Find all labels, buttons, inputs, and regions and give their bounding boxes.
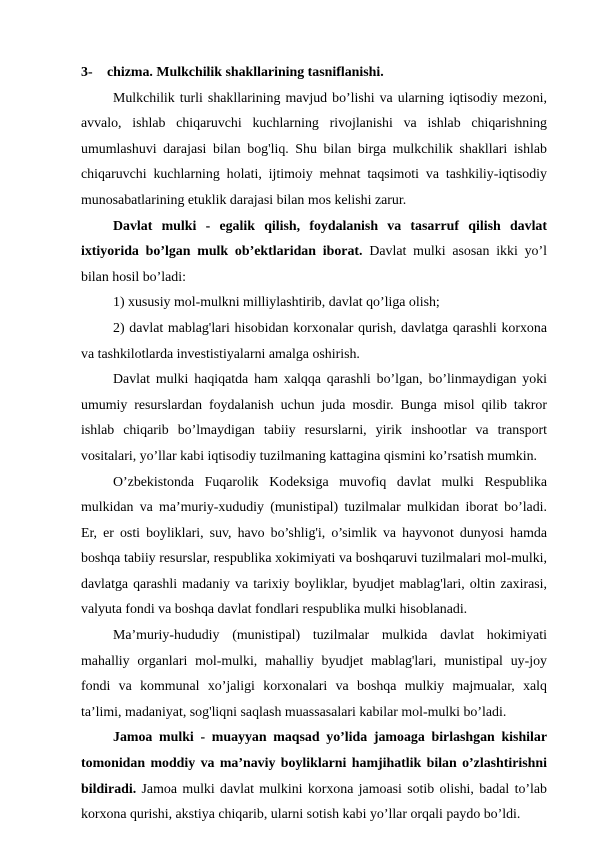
figure-caption (81, 60, 547, 86)
definition-state-property: Davlat mulki - egalik qilish, foydalanish va tasarruf qilish davlat ixtiyorida bo’lgan mulk ob’ektlaridan iborat. (81, 218, 547, 260)
document-page (81, 60, 547, 828)
figure-title: chizma. Mulkchilik shakllarining tasniflanishi. (107, 65, 384, 80)
list-item-1: 1) xususiy mol-mulkni milliylashtirib, davlat qo’liga olish; (113, 295, 440, 311)
figure-number: 3- (81, 65, 93, 80)
paragraph-collective-property (81, 725, 547, 827)
paragraph-state-property (81, 214, 547, 291)
paragraph-state-resources: Davlat mulki haqiqatda ham xalqqa qarashli bo’lgan, bo’linmaydigan yoki umumiy resurslardan foydalanish uchun juda mosdir. Bunga misol qilib takror ishlab chiqarib bo’lmaydigan tabiiy resurslarni, yirik inshootlar va transport vositalari, yo’llar kabi iqtisodiy tuzilmaning kattagina qismini ko’rsatish mumkin. (81, 372, 547, 464)
paragraph-civil-code: O’zbekistonda Fuqarolik Kodeksiga muvofiq davlat mulki Respublika mulkidan va ma’muriy-xududiy (munistipal) tuzilmalar mulkidan iborat bo’ladi. Er, er osti boyliklari, suv, havo bo’shlig'i, o’simlik va hayvonot dunyosi hamda boshqa tabiiy resurslar, respublika xokimiyati va boshqaruvi tuzilmalari mol-mulki, davlatga qarashli madaniy va tarixiy boyliklar, byudjet mablag'lari, oltin zaxirasi, valyuta fondi va boshqa davlat fondlari respublika mulki hisoblanadi. (81, 474, 547, 618)
paragraph-intro: Mulkchilik turli shakllarining mavjud bo’lishi va ularning iqtisodiy mezoni, avvalo, ishlab chiqaruvchi kuchlarning rivojlanishi va ishlab chiqarishning umumlashuvi darajasi bilan bog'liq. Shu bilan birga mulkchilik shakllari ishlab chiqaruvchi kuchlarning holati, ijtimoiy mehnat taqsimoti va tashkiliy-iqtisodiy munosabatlarining etuklik darajasi bilan mos kelishi zarur. (81, 90, 547, 208)
paragraph-collective-property-text: Jamoa mulki davlat mulkini korxona jamoasi sotib olishi, badal to’lab korxona qurishi, akstiya chiqarib, ularni sotish kabi yo’llar orqali paydo bo’ldi. (81, 781, 547, 823)
list-item-2: 2) davlat mablag'lari hisobidan korxonalar qurish, davlatga qarashli korxona va tashkilotlarda investistiyalarni amalga oshirish. (81, 320, 547, 362)
paragraph-municipal: Ma’muriy-hududiy (munistipal) tuzilmalar mulkida davlat hokimiyati mahalliy organlari mol-mulki, mahalliy byudjet mablag'lari, munistipal uy-joy fondi va kommunal xo’jaligi korxonalari va boshqa mulkiy majmualar, xalq ta’limi, madaniyat, sog'liqni saqlash muassasalari kabilar mol-mulki bo’ladi. (81, 628, 547, 720)
paragraph-state-property-text: Davlat mulki asosan ikki yo’l bilan hosil bo’ladi: (81, 244, 547, 285)
definition-collective-property: Jamoa mulki - muayyan maqsad yo’lida jamoaga birlashgan kishilar tomonidan moddiy va ma’naviy boyliklarni hamjihatlik bilan o’zlashtirishni bildiradi. (81, 730, 547, 797)
